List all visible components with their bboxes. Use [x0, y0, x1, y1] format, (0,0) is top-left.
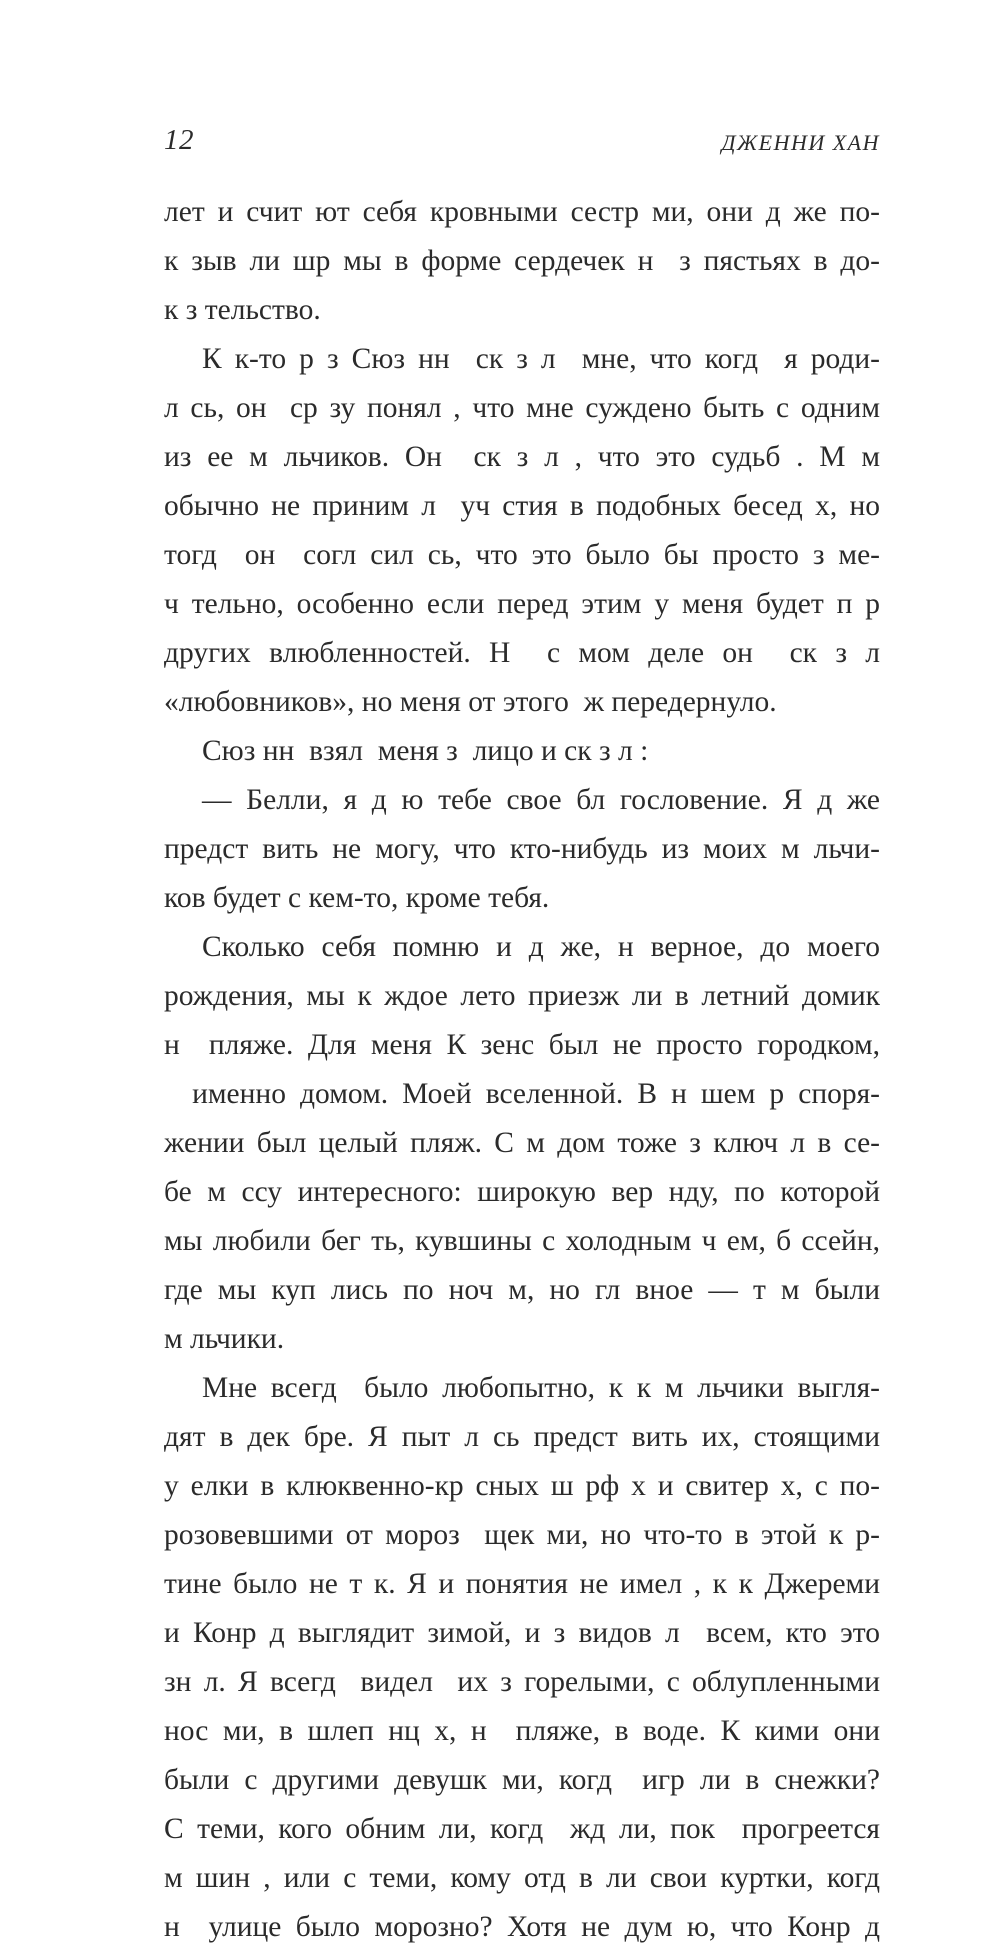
text-line: жении был целый пляж. С м дом тоже з ключ л в се-	[164, 1127, 880, 1159]
text-line: н пляже. Для меня К зенс был не просто городком,	[164, 1029, 880, 1061]
text-line: «любовников», но меня от этого ж передернуло.	[164, 686, 777, 718]
running-head: ДЖЕННИ ХАН	[721, 130, 880, 155]
text-line: — Белли, я д ю тебе свое бл гословение. Я д же	[202, 784, 880, 816]
text-line: ков будет с кем-то, кроме тебя.	[164, 882, 550, 914]
text-line: рождения, мы к ждое лето приезж ли в летний домик	[164, 980, 880, 1012]
text-line: м льчики.	[164, 1323, 285, 1355]
text-line: были с другими девушк ми, когд игр ли в снежки?	[164, 1764, 880, 1796]
text-line: дят в дек бре. Я пыт л сь предст вить их, стоящими	[164, 1421, 880, 1453]
text-line: обычно не приним л уч стия в подобных бесед х, но	[164, 490, 880, 522]
text-line: тине было не т к. Я и понятия не имел , к к Джереми	[164, 1568, 880, 1600]
text-line: м шин , или с теми, кому отд в ли свои куртки, когд	[164, 1862, 880, 1894]
text-line: других влюбленностей. Н с мом деле он ск з л	[164, 637, 880, 669]
text-line: Сюз нн взял меня з лицо и ск з л :	[202, 735, 649, 767]
text-line: К к-то р з Сюз нн ск з л мне, что когд я роди-	[202, 343, 880, 375]
text-line: тогд он согл сил сь, что это было бы просто з ме-	[164, 539, 880, 571]
text-line: к зыв ли шр мы в форме сердечек н з пястьях в до-	[164, 245, 880, 277]
text-line: предст вить не могу, что кто-нибудь из моих м льчи-	[164, 833, 880, 865]
text-line: и Конр д выглядит зимой, и з видов л всем, кто это	[164, 1617, 880, 1649]
text-line: к з тельство.	[164, 294, 321, 326]
text-line: розовевшими от мороз щек ми, но что-то в этой к р-	[164, 1519, 880, 1551]
text-line: из ее м льчиков. Он ск з л , что это судьб . М м	[164, 441, 880, 473]
page-number: 12	[164, 124, 194, 156]
text-line: у елки в клюквенно-кр сных ш рф х и свитер х, с по-	[164, 1470, 880, 1502]
text-line: лет и счит ют себя кровными сестр ми, они д же по-	[164, 196, 880, 228]
text-line: Мне всегд было любопытно, к к м льчики выгля-	[202, 1372, 880, 1404]
text-line: именно домом. Моей вселенной. В н шем р споря-	[164, 1078, 880, 1110]
text-line: мы любили бег ть, кувшины с холодным ч ем, б ссейн,	[164, 1225, 880, 1257]
text-line: Сколько себя помню и д же, н верное, до моего	[202, 931, 880, 963]
text-line: нос ми, в шлеп нц х, н пляже, в воде. К кими они	[164, 1715, 880, 1747]
text-line: где мы куп лись по ноч м, но гл вное — т м были	[164, 1274, 880, 1306]
text-line: бе м ссу интересного: широкую вер нду, по которой	[164, 1176, 880, 1208]
text-line: С теми, кого обним ли, когд жд ли, пок прогреется	[164, 1813, 880, 1845]
text-line: н улице было морозно? Хотя не дум ю, что Конр д	[164, 1911, 880, 1943]
text-line: л сь, он ср зу понял , что мне суждено быть с одним	[164, 392, 880, 424]
text-line: зн л. Я всегд видел их з горелыми, с облупленными	[164, 1666, 880, 1698]
body-text	[164, 188, 880, 1952]
text-line: ч тельно, особенно если перед этим у меня будет п р	[164, 588, 880, 620]
